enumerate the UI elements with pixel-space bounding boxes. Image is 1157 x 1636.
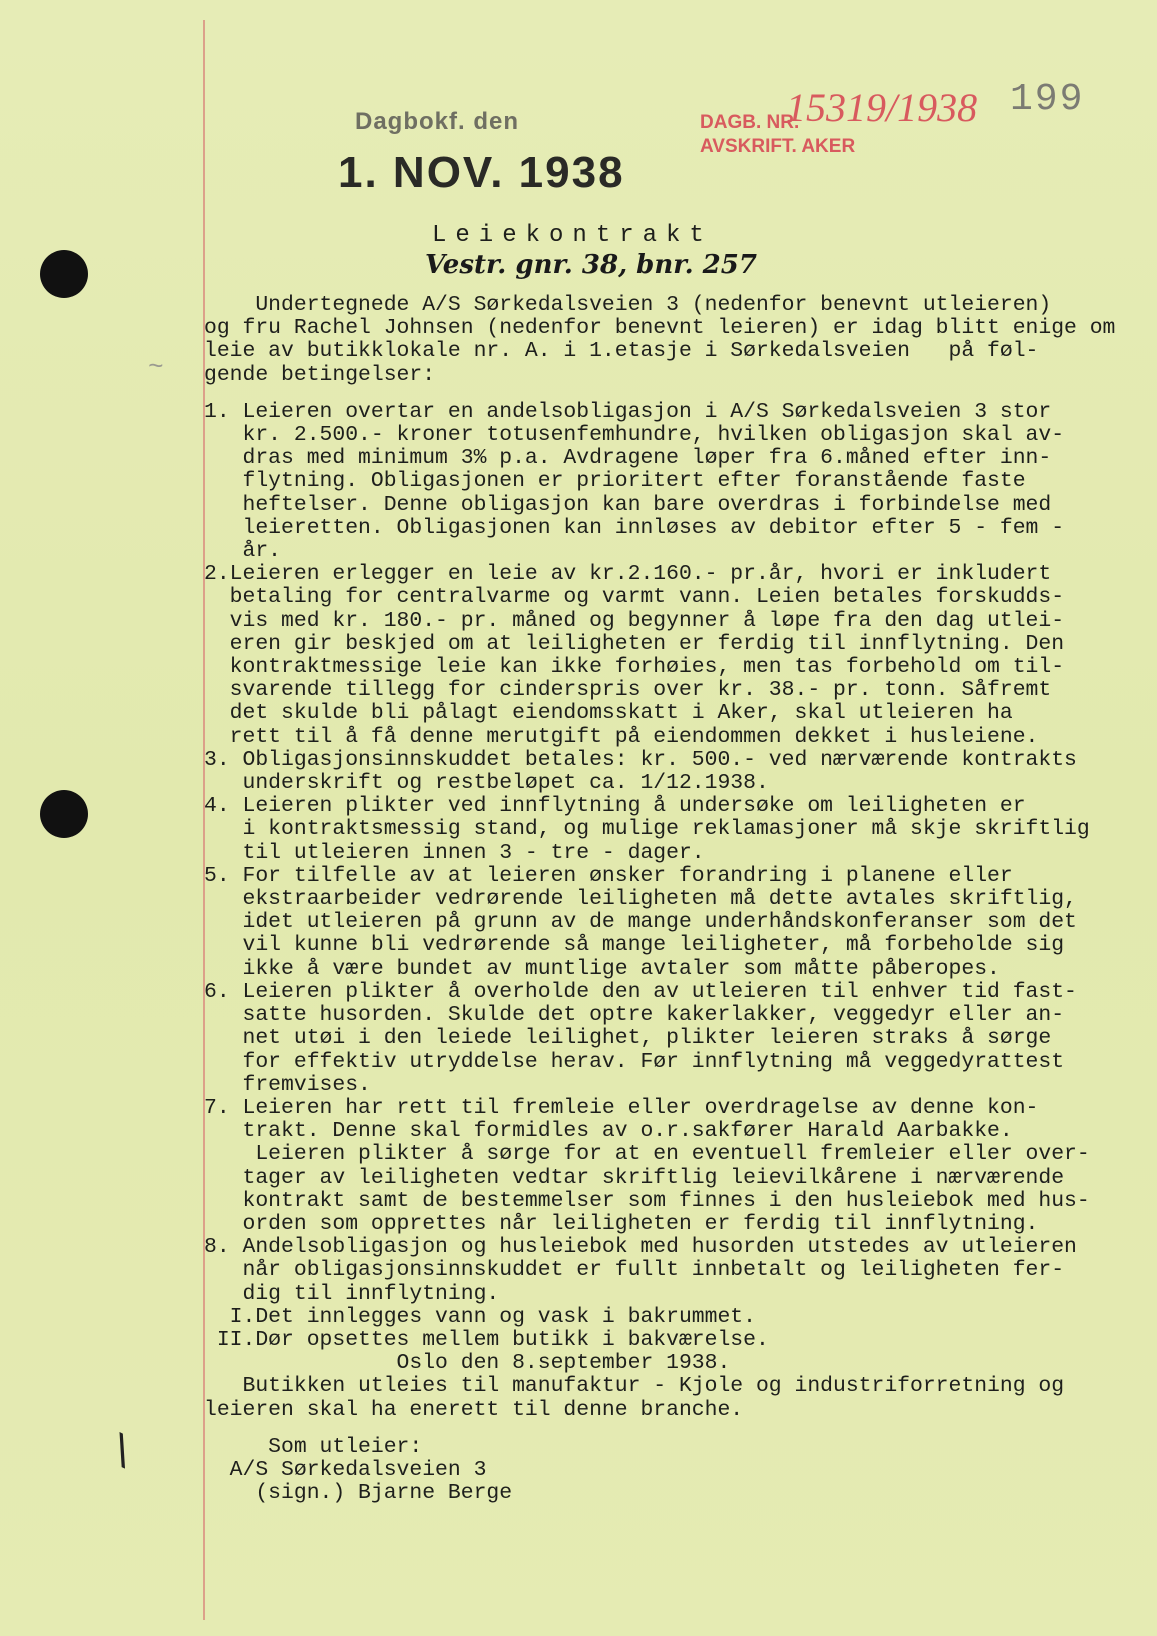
- contract-line: kontrakt samt de bestemmelser som finnes i den husleiebok med hus-: [204, 1188, 1090, 1213]
- contract-line: kontraktmessige leie kan ikke forhøies, men tas forbehold om til-: [204, 655, 1065, 680]
- page-number: 199: [1010, 78, 1085, 121]
- contract-line: [204, 1422, 1144, 1436]
- contract-line: 1. Leieren overtar en andelsobligasjon i A/S Sørkedalsveien 3 stor: [204, 399, 1052, 424]
- avskrift-label: AVSKRIFT. AKER: [700, 136, 856, 157]
- contract-line: til utleieren innen 3 - tre - dager.: [204, 840, 705, 865]
- contract-line: A/S Sørkedalsveien 3: [204, 1457, 487, 1482]
- contract-line: satte husorden. Skulde det optre kakerlakker, veggedyr eller an-: [204, 1003, 1065, 1028]
- ink-smudge-icon: ~: [148, 352, 164, 382]
- document-title: Leiekontrakt: [432, 222, 713, 249]
- contract-line: leieretten. Obligasjonen kan innløses av debitor efter 5 - fem -: [204, 515, 1065, 540]
- contract-line: for effektiv utryddelse herav. Før innflytning må veggedyrattest: [204, 1049, 1065, 1074]
- stamp-date: 1. NOV. 1938: [338, 148, 625, 197]
- contract-line: underskrift og restbeløpet ca. 1/12.1938.: [204, 771, 769, 796]
- contract-line: det skulde bli pålagt eiendomsskatt i Aker, skal utleieren ha: [204, 701, 1013, 726]
- contract-line: orden som opprettes når leiligheten er ferdig til innflytning.: [204, 1211, 1039, 1236]
- contract-line: rett til å få denne merutgift på eiendommen dekket i husleiene.: [204, 724, 1039, 749]
- contract-line: heftelser. Denne obligasjon kan bare overdras i forbindelse med: [204, 492, 1052, 517]
- contract-line: kr. 2.500.- kroner totusenfemhundre, hvilken obligasjon skal av-: [204, 423, 1065, 448]
- contract-line: 3. Obligasjonsinnskuddet betales: kr. 500.- ved nærværende kontrakts: [204, 747, 1077, 772]
- contract-line: Butikken utleies til manufaktur - Kjole og industriforretning og: [204, 1374, 1065, 1399]
- dagb-stamp: [700, 112, 856, 157]
- punch-hole: [40, 790, 88, 838]
- contract-line: gende betingelser:: [204, 362, 436, 387]
- contract-line: fremvises.: [204, 1072, 371, 1097]
- contract-line: 7. Leieren har rett til fremleie eller overdragelse av denne kon-: [204, 1095, 1039, 1120]
- contract-line: net utøi i den leiede leilighet, plikter leieren straks å sørge: [204, 1026, 1052, 1051]
- contract-line: 5. For tilfelle av at leieren ønsker forandring i planene eller: [204, 863, 1013, 888]
- contract-line: svarende tillegg for cinderspris over kr. 38.- pr. tonn. Såfremt: [204, 678, 1052, 703]
- contract-line: i kontraktsmessig stand, og mulige reklamasjoner må skje skriftlig: [204, 817, 1090, 842]
- contract-line: eren gir beskjed om at leiligheten er ferdig til innflytning. Den: [204, 631, 1065, 656]
- handwritten-mark-icon: \: [99, 1426, 143, 1482]
- contract-line: I.Det innlegges vann og vask i bakrummet.: [204, 1304, 756, 1329]
- handwritten-reference: Vestr. gnr. 38, bnr. 257: [425, 250, 757, 280]
- contract-line: 2.Leieren erlegger en leie av kr.2.160.- pr.år, hvori er inkludert: [204, 562, 1052, 587]
- punch-hole: [40, 250, 88, 298]
- dagbokf-label: Dagbokf. den: [355, 108, 520, 135]
- contract-line: ekstraarbeider vedrørende leiligheten må dette avtales skriftlig,: [204, 887, 1077, 912]
- contract-line: Undertegnede A/S Sørkedalsveien 3 (nedenfor benevnt utleieren): [204, 293, 1052, 317]
- contract-line: 8. Andelsobligasjon og husleiebok med husorden utstedes av utleieren: [204, 1235, 1077, 1260]
- dagb-nr-value: 15319/1938: [786, 85, 978, 130]
- contract-line: [204, 387, 1144, 401]
- contract-line: 6. Leieren plikter å overholde den av utleieren til enhver tid fast-: [204, 979, 1077, 1004]
- contract-line: ikke å være bundet av muntlige avtaler som måtte påberopes.: [204, 956, 1000, 981]
- contract-line: betaling for centralvarme og varmt vann. Leien betales forskudds-: [204, 585, 1065, 610]
- contract-line: (sign.) Bjarne Berge: [204, 1481, 513, 1506]
- contract-line: Leieren plikter å sørge for at en eventuell fremleier eller over-: [204, 1142, 1090, 1167]
- contract-body: [204, 294, 1144, 1505]
- contract-line: dras med minimum 3% p.a. Avdragene løper fra 6.måned efter inn-: [204, 446, 1052, 471]
- contract-line: idet utleieren på grunn av de mange underhåndskonferanser som det: [204, 910, 1077, 935]
- contract-line: leie av butikklokale nr. A. i 1.etasje i Sørkedalsveien på føl-: [204, 339, 1039, 364]
- contract-line: og fru Rachel Johnsen (nedenfor benevnt leieren) er idag blitt enige om: [204, 316, 1116, 341]
- contract-line: trakt. Denne skal formidles av o.r.sakfører Harald Aarbakke.: [204, 1119, 1013, 1144]
- contract-line: år.: [204, 539, 282, 564]
- contract-line: vil kunne bli vedrørende så mange leiligheter, må forbeholde sig: [204, 933, 1065, 958]
- contract-line: Som utleier:: [204, 1434, 423, 1459]
- contract-line: dig til innflytning.: [204, 1281, 500, 1306]
- contract-line: flytning. Obligasjonen er prioritert efter foranstående faste: [204, 469, 1026, 494]
- contract-line: Oslo den 8.september 1938.: [204, 1351, 731, 1376]
- contract-line: tager av leiligheten vedtar skriftlig leievilkårene i nærværende: [204, 1165, 1065, 1190]
- dagb-nr-label: DAGB. NR.: [700, 112, 800, 133]
- contract-line: II.Dør opsettes mellem butikk i bakværelse.: [204, 1327, 769, 1352]
- contract-line: vis med kr. 180.- pr. måned og begynner å løpe fra den dag utlei-: [204, 608, 1065, 633]
- contract-line: 4. Leieren plikter ved innflytning å undersøke om leiligheten er: [204, 794, 1026, 819]
- contract-line: når obligasjonsinnskuddet er fullt innbetalt og leiligheten fer-: [204, 1258, 1065, 1283]
- contract-line: leieren skal ha enerett til denne branche.: [204, 1397, 744, 1422]
